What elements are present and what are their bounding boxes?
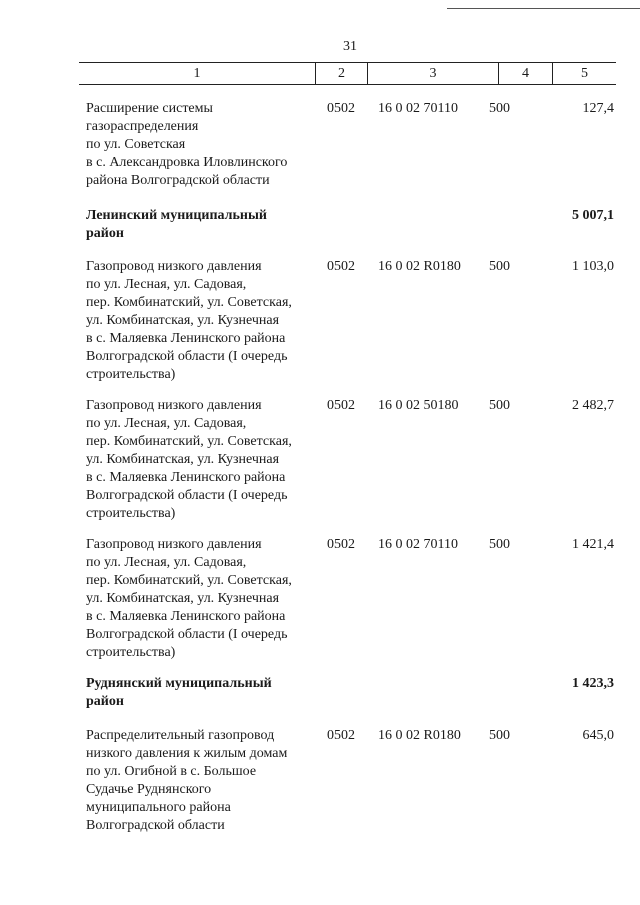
row-name	[86, 207, 326, 243]
row-vr: 500	[489, 101, 510, 116]
row-name-line: Волгоградской области	[86, 818, 225, 833]
row-name-line: ул. Комбинатская, ул. Кузнечная	[86, 452, 280, 467]
row-name	[86, 100, 326, 190]
row-code: 0502	[327, 728, 355, 743]
row-amount: 1 421,4	[572, 537, 614, 552]
row-name-line: по ул. Огибной в с. Большое	[86, 764, 257, 779]
row-amount: 2 482,7	[572, 398, 614, 413]
row-vr: 500	[489, 537, 510, 552]
row-code: 0502	[327, 398, 355, 413]
row-name-line: газораспределения	[86, 119, 199, 134]
row-name-line: пер. Комбинатский, ул. Советская,	[86, 434, 292, 449]
row-name-line: по ул. Лесная, ул. Садовая,	[86, 416, 247, 431]
row-name-line: Волгоградской области (I очередь	[86, 349, 288, 364]
row-name	[86, 727, 326, 835]
row-name-line: ул. Комбинатская, ул. Кузнечная	[86, 591, 280, 606]
row-name-line: строительства)	[86, 645, 176, 660]
column-header-4: 4	[499, 63, 553, 84]
row-name-line: Волгоградской области (I очередь	[86, 627, 288, 642]
row-name-line: в с. Маляевка Ленинского района	[86, 331, 286, 346]
row-name-line: в с. Маляевка Ленинского района	[86, 470, 286, 485]
page-number: 31	[343, 39, 357, 54]
row-name-line: Судачье Руднянского	[86, 782, 212, 797]
row-code: 0502	[327, 101, 355, 116]
table-header	[79, 62, 616, 85]
row-name-line: Руднянский муниципальный	[86, 676, 272, 691]
row-name-line: района Волгоградской области	[86, 173, 270, 188]
row-name-line: Расширение системы	[86, 101, 213, 116]
row-amount: 645,0	[582, 728, 614, 743]
row-name-line: по ул. Советская	[86, 137, 186, 152]
row-name-line: муниципального района	[86, 800, 231, 815]
row-name-line: район	[86, 694, 124, 709]
row-code: 0502	[327, 537, 355, 552]
row-name-line: ул. Комбинатская, ул. Кузнечная	[86, 313, 280, 328]
row-name-line: строительства)	[86, 367, 176, 382]
row-csr: 16 0 02 70110	[378, 537, 458, 552]
row-name	[86, 536, 326, 662]
row-name	[86, 258, 326, 384]
row-name	[86, 675, 326, 711]
column-header-1: 1	[79, 63, 316, 84]
row-name-line: в с. Александровка Иловлинского	[86, 155, 288, 170]
row-name-line: пер. Комбинатский, ул. Советская,	[86, 573, 292, 588]
row-amount: 5 007,1	[572, 208, 614, 223]
row-name-line: Газопровод низкого давления	[86, 398, 262, 413]
row-name-line: Газопровод низкого давления	[86, 537, 262, 552]
row-name	[86, 397, 326, 523]
row-name-line: Газопровод низкого давления	[86, 259, 262, 274]
column-header-2: 2	[316, 63, 368, 84]
row-name-line: по ул. Лесная, ул. Садовая,	[86, 277, 247, 292]
row-csr: 16 0 02 70110	[378, 101, 458, 116]
row-vr: 500	[489, 398, 510, 413]
row-vr: 500	[489, 259, 510, 274]
row-amount: 127,4	[582, 101, 614, 116]
row-amount: 1 423,3	[572, 676, 614, 691]
row-name-line: по ул. Лесная, ул. Садовая,	[86, 555, 247, 570]
row-name-line: Распределительный газопровод	[86, 728, 275, 743]
row-amount: 1 103,0	[572, 259, 614, 274]
row-csr: 16 0 02 50180	[378, 398, 459, 413]
column-header-3: 3	[368, 63, 499, 84]
column-header-5: 5	[581, 66, 588, 81]
row-name-line: низкого давления к жилым домам	[86, 746, 288, 761]
row-name-line: Ленинский муниципальный	[86, 208, 267, 223]
row-name-line: район	[86, 226, 124, 241]
row-code: 0502	[327, 259, 355, 274]
top-edge-line	[447, 8, 640, 9]
row-name-line: в с. Маляевка Ленинского района	[86, 609, 286, 624]
row-name-line: строительства)	[86, 506, 176, 521]
row-csr: 16 0 02 R0180	[378, 728, 461, 743]
row-vr: 500	[489, 728, 510, 743]
row-csr: 16 0 02 R0180	[378, 259, 461, 274]
row-name-line: Волгоградской области (I очередь	[86, 488, 288, 503]
row-name-line: пер. Комбинатский, ул. Советская,	[86, 295, 292, 310]
